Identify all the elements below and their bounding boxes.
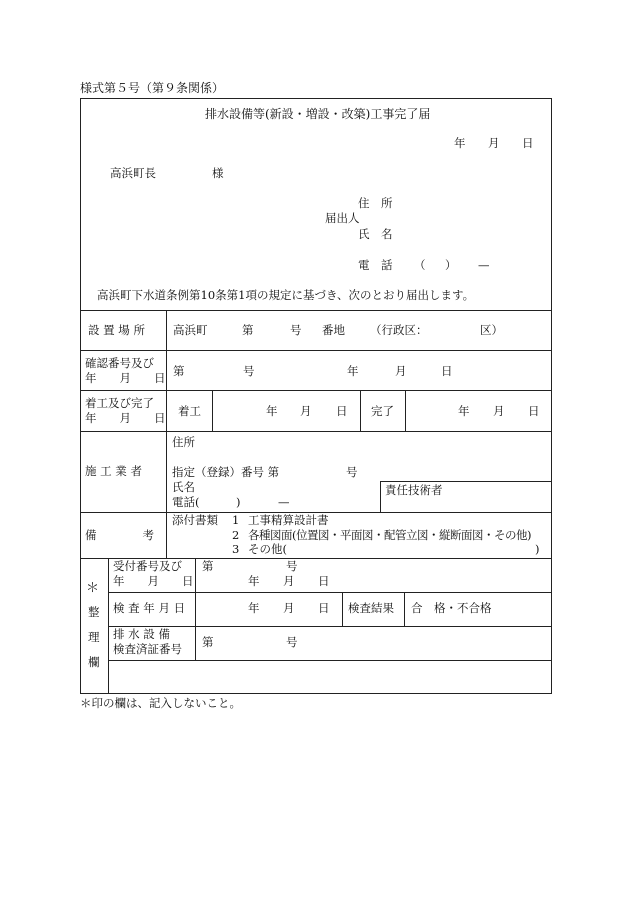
remarks-item2-no: 2	[232, 528, 240, 542]
construction-end-day: 日	[528, 404, 540, 418]
location-label: 設 置 場 所	[88, 323, 145, 337]
row-divider	[108, 626, 552, 627]
construction-start-day: 日	[336, 404, 348, 418]
location-banchi: 番地	[322, 323, 345, 337]
official-mark-4: 欄	[88, 655, 100, 669]
official-label-divider	[195, 558, 196, 660]
confirmation-year: 年	[347, 364, 359, 378]
result-label-right-divider	[404, 592, 405, 626]
location-ward: （行政区：	[370, 323, 428, 337]
date-year: 年	[454, 136, 466, 150]
remarks-attached: 添付書類	[172, 513, 218, 527]
contractor-phone-close: )	[236, 495, 241, 509]
row-divider	[108, 592, 552, 593]
applicant-name-label: 氏 名	[358, 227, 393, 241]
inspection-day: 日	[318, 601, 330, 615]
remarks-item1-no: 1	[232, 513, 240, 527]
official-mark-1: ＊	[86, 581, 100, 596]
location-town: 高浜町	[173, 323, 208, 337]
addressee-name: 高浜町長	[110, 166, 156, 180]
contractor-designation: 指定（登録）番号 第	[172, 465, 280, 479]
applicant-address-label: 住 所	[358, 196, 393, 210]
remarks-item3-no: 3	[232, 542, 240, 556]
applicant-phone-dash: —	[478, 258, 490, 272]
construction-end-month: 月	[493, 404, 505, 418]
contractor-phone: 電話(	[172, 495, 200, 509]
certificate-label-2: 検査済証番号	[113, 642, 182, 656]
construction-end-year: 年	[458, 404, 470, 418]
inspection-month: 月	[283, 601, 295, 615]
receipt-dai: 第	[202, 559, 214, 573]
confirmation-label-1: 確認番号及び	[85, 356, 154, 370]
remarks-item2: 各種図面(位置図・平面図・配管立図・縦断面図・その他)	[248, 528, 531, 542]
addressee-honorific: 様	[212, 166, 224, 180]
row-divider	[80, 390, 552, 391]
confirmation-dai: 第	[173, 364, 185, 378]
receipt-label-1: 受付番号及び	[113, 559, 182, 573]
remarks-item3: その他(	[248, 542, 287, 556]
applicant-phone-close: ）	[445, 258, 457, 272]
location-dai: 第	[242, 323, 254, 337]
row-divider	[80, 310, 552, 311]
remarks-item3-close: )	[535, 542, 540, 556]
applicant-phone-label: 電 話	[358, 258, 393, 272]
row-divider	[108, 660, 552, 661]
confirmation-gou: 号	[243, 364, 255, 378]
construction-end-label: 完了	[371, 404, 394, 418]
certificate-label-1: 排 水 設 備	[113, 627, 170, 641]
construction-start-year: 年	[266, 404, 278, 418]
confirmation-label-2: 年 月 日	[85, 371, 166, 385]
engineer-label: 責任技術者	[385, 483, 443, 497]
receipt-month: 月	[283, 574, 295, 588]
row-divider	[80, 431, 552, 432]
start-label-divider	[212, 390, 213, 431]
certificate-gou: 号	[286, 635, 298, 649]
receipt-day: 日	[318, 574, 330, 588]
inspection-result-label: 検査結果	[348, 601, 394, 615]
confirmation-day: 日	[441, 364, 453, 378]
date-month: 月	[488, 136, 500, 150]
statement-text: 高浜町下水道条例第10条第1項の規定に基づき、次のとおり届出します。	[97, 288, 475, 302]
inspection-label: 検 査 年 月 日	[113, 601, 186, 615]
footnote: ＊印の欄は、記入しないこと。	[80, 696, 241, 710]
official-mark-3: 理	[88, 630, 100, 644]
confirmation-month: 月	[395, 364, 407, 378]
construction-label-2: 年 月 日	[85, 411, 166, 425]
date-day: 日	[522, 136, 534, 150]
location-gou: 号	[290, 323, 302, 337]
form-number: 様式第５号（第９条関係）	[80, 81, 225, 95]
remarks-item1: 工事精算設計書	[248, 513, 329, 527]
receipt-year: 年	[248, 574, 260, 588]
receipt-label-2: 年 月 日	[113, 574, 194, 588]
certificate-dai: 第	[202, 635, 214, 649]
applicant-role-label: 届出人	[325, 211, 360, 225]
official-mark-divider	[108, 558, 109, 694]
official-mark-2: 整	[88, 605, 100, 619]
contractor-designation-gou: 号	[346, 465, 358, 479]
end-label-right-divider	[405, 390, 406, 431]
construction-label-1: 着工及び完了	[85, 396, 154, 410]
engineer-divider-v	[380, 481, 381, 512]
contractor-address: 住所	[172, 435, 195, 449]
location-ward-close: 区）	[480, 323, 503, 337]
inspection-year: 年	[248, 601, 260, 615]
result-label-left-divider	[342, 592, 343, 626]
engineer-divider	[380, 481, 552, 482]
construction-start-month: 月	[300, 404, 312, 418]
contractor-name: 氏名	[172, 480, 195, 494]
contractor-label: 施 工 業 者	[85, 464, 142, 478]
contractor-phone-dash: —	[278, 495, 290, 509]
remarks-label: 備 考	[85, 528, 154, 542]
label-column-divider	[166, 310, 167, 558]
receipt-gou: 号	[286, 559, 298, 573]
end-label-left-divider	[360, 390, 361, 431]
construction-start-label: 着工	[178, 404, 201, 418]
form-title: 排水設備等(新設・増設・改築)工事完了届	[205, 107, 431, 121]
inspection-result: 合 格・不合格	[411, 601, 492, 615]
applicant-phone-open: （	[414, 258, 426, 272]
row-divider	[80, 350, 552, 351]
